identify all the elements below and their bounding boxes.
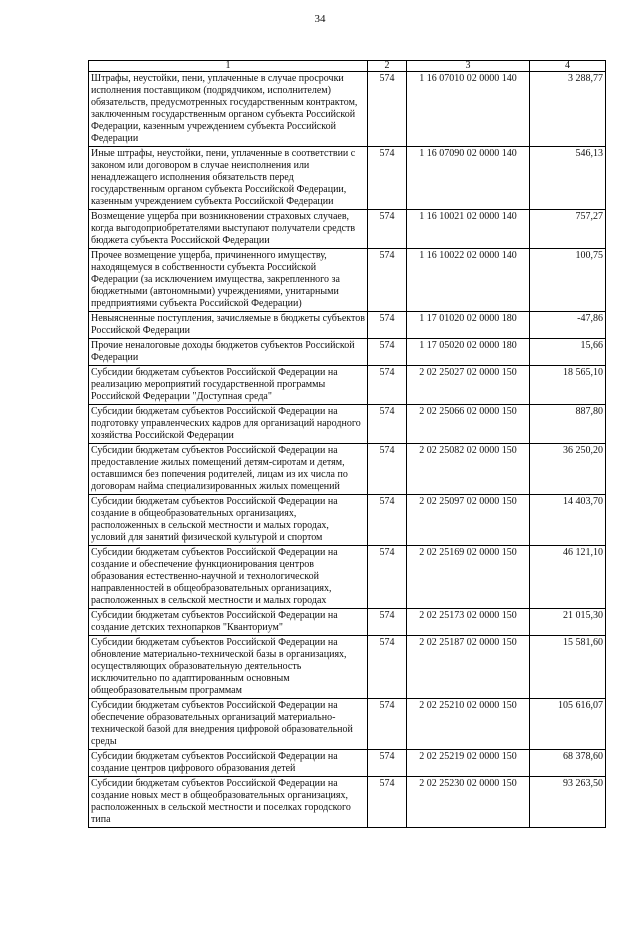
table-row [89,339,606,366]
row-amount: 21 015,30 [530,609,606,636]
table-header-row [89,61,606,72]
row-description: Прочие неналоговые доходы бюджетов субъектов Российской Федерации [89,339,368,366]
row-amount: 105 616,07 [530,699,606,750]
row-admin-code: 574 [368,72,407,147]
row-amount: 546,13 [530,147,606,210]
row-admin-code: 574 [368,210,407,249]
row-amount: 15,66 [530,339,606,366]
table-row [89,546,606,609]
row-description: Субсидии бюджетам субъектов Российской Федерации на реализацию мероприятий государственной программы Российской Федерации "Доступная среда" [89,366,368,405]
row-amount: 100,75 [530,249,606,312]
row-budget-code: 2 02 25169 02 0000 150 [407,546,530,609]
row-description: Возмещение ущерба при возникновении страховых случаев, когда выгодоприобретателями выступают получатели средств бюджета субъекта Российской Федерации [89,210,368,249]
row-admin-code: 574 [368,750,407,777]
row-description: Субсидии бюджетам субъектов Российской Федерации на создание детских технопарков "Кванториум" [89,609,368,636]
table-row [89,777,606,828]
row-description: Штрафы, неустойки, пени, уплаченные в случае просрочки исполнения поставщиком (подрядчиком, исполнителем) обязательств, предусмотренных государственным контрактом, заключенным государственным органом субъекта Российской Федерации, казенным учреждением субъекта Российской Федерации [89,72,368,147]
column-header-code: 3 [407,61,530,72]
row-description: Субсидии бюджетам субъектов Российской Федерации на подготовку управленческих кадров для организаций народного хозяйства Российской Федерации [89,405,368,444]
row-description: Субсидии бюджетам субъектов Российской Федерации на создание в общеобразовательных организациях, расположенных в сельской местности и малых городах, условий для занятий физической культурой и спортом [89,495,368,546]
table-row [89,312,606,339]
table-row [89,147,606,210]
row-admin-code: 574 [368,312,407,339]
row-budget-code: 2 02 25097 02 0000 150 [407,495,530,546]
row-admin-code: 574 [368,609,407,636]
row-amount: 93 263,50 [530,777,606,828]
table-row [89,750,606,777]
column-header-amount: 4 [530,61,606,72]
row-budget-code: 2 02 25066 02 0000 150 [407,405,530,444]
row-amount: 15 581,60 [530,636,606,699]
row-admin-code: 574 [368,405,407,444]
row-budget-code: 2 02 25187 02 0000 150 [407,636,530,699]
row-amount: 36 250,20 [530,444,606,495]
row-amount: 3 288,77 [530,72,606,147]
table-row [89,699,606,750]
row-admin-code: 574 [368,147,407,210]
table-row [89,636,606,699]
row-budget-code: 2 02 25219 02 0000 150 [407,750,530,777]
row-budget-code: 2 02 25230 02 0000 150 [407,777,530,828]
row-budget-code: 1 17 01020 02 0000 180 [407,312,530,339]
row-amount: 757,27 [530,210,606,249]
row-amount: 887,80 [530,405,606,444]
row-description: Субсидии бюджетам субъектов Российской Федерации на обновление материально-технической базы в организациях, осуществляющих образовательную деятельность исключительно по адаптированным основным общеобразовательным программам [89,636,368,699]
row-admin-code: 574 [368,636,407,699]
row-amount: 68 378,60 [530,750,606,777]
row-amount: 46 121,10 [530,546,606,609]
row-budget-code: 1 17 05020 02 0000 180 [407,339,530,366]
row-description: Иные штрафы, неустойки, пени, уплаченные в соответствии с законом или договором в случае неисполнения или ненадлежащего исполнения обязательств перед государственным органом субъекта Российской Федерации, казенным учреждением субъекта Российской Федерации [89,147,368,210]
row-admin-code: 574 [368,777,407,828]
row-description: Прочее возмещение ущерба, причиненного имуществу, находящемуся в собственности субъекта Российской Федерации (за исключением имущества, закрепленного за бюджетными (автономными) учреждениями, унитарными предприятиями субъекта Российской Федерации) [89,249,368,312]
table-row [89,495,606,546]
row-description: Субсидии бюджетам субъектов Российской Федерации на обеспечение образовательных организаций материально-технической базой для внедрения цифровой образовательной среды [89,699,368,750]
column-header-admin: 2 [368,61,407,72]
row-admin-code: 574 [368,699,407,750]
row-admin-code: 574 [368,339,407,366]
row-admin-code: 574 [368,444,407,495]
row-description: Субсидии бюджетам субъектов Российской Федерации на создание новых мест в общеобразовательных организациях, расположенных в сельской местности и поселках городского типа [89,777,368,828]
row-budget-code: 2 02 25173 02 0000 150 [407,609,530,636]
row-admin-code: 574 [368,366,407,405]
row-budget-code: 1 16 07090 02 0000 140 [407,147,530,210]
row-budget-code: 1 16 10022 02 0000 140 [407,249,530,312]
table-row [89,366,606,405]
row-description: Субсидии бюджетам субъектов Российской Федерации на создание и обеспечение функционирования центров образования естественно-научной и технологической направленностей в общеобразовательных организациях, расположенных в сельской местности и малых городах [89,546,368,609]
table-row [89,249,606,312]
row-amount: 18 565,10 [530,366,606,405]
row-description: Субсидии бюджетам субъектов Российской Федерации на предоставление жилых помещений детям-сиротам и детям, оставшимся без попечения родителей, лицам из их числа по договорам найма специализированных жилых помещений [89,444,368,495]
column-header-description: 1 [89,61,368,72]
row-budget-code: 2 02 25027 02 0000 150 [407,366,530,405]
row-admin-code: 574 [368,546,407,609]
row-budget-code: 2 02 25210 02 0000 150 [407,699,530,750]
row-description: Невыясненные поступления, зачисляемые в бюджеты субъектов Российской Федерации [89,312,368,339]
page-number: 34 [314,13,326,25]
row-amount: 14 403,70 [530,495,606,546]
table-row [89,609,606,636]
table-row [89,210,606,249]
table-body [89,72,606,828]
table-row [89,72,606,147]
row-admin-code: 574 [368,495,407,546]
revenue-table [88,60,606,828]
row-budget-code: 1 16 07010 02 0000 140 [407,72,530,147]
table-row [89,405,606,444]
row-description: Субсидии бюджетам субъектов Российской Федерации на создание центров цифрового образования детей [89,750,368,777]
row-budget-code: 1 16 10021 02 0000 140 [407,210,530,249]
row-admin-code: 574 [368,249,407,312]
table-row [89,444,606,495]
row-amount: -47,86 [530,312,606,339]
row-budget-code: 2 02 25082 02 0000 150 [407,444,530,495]
